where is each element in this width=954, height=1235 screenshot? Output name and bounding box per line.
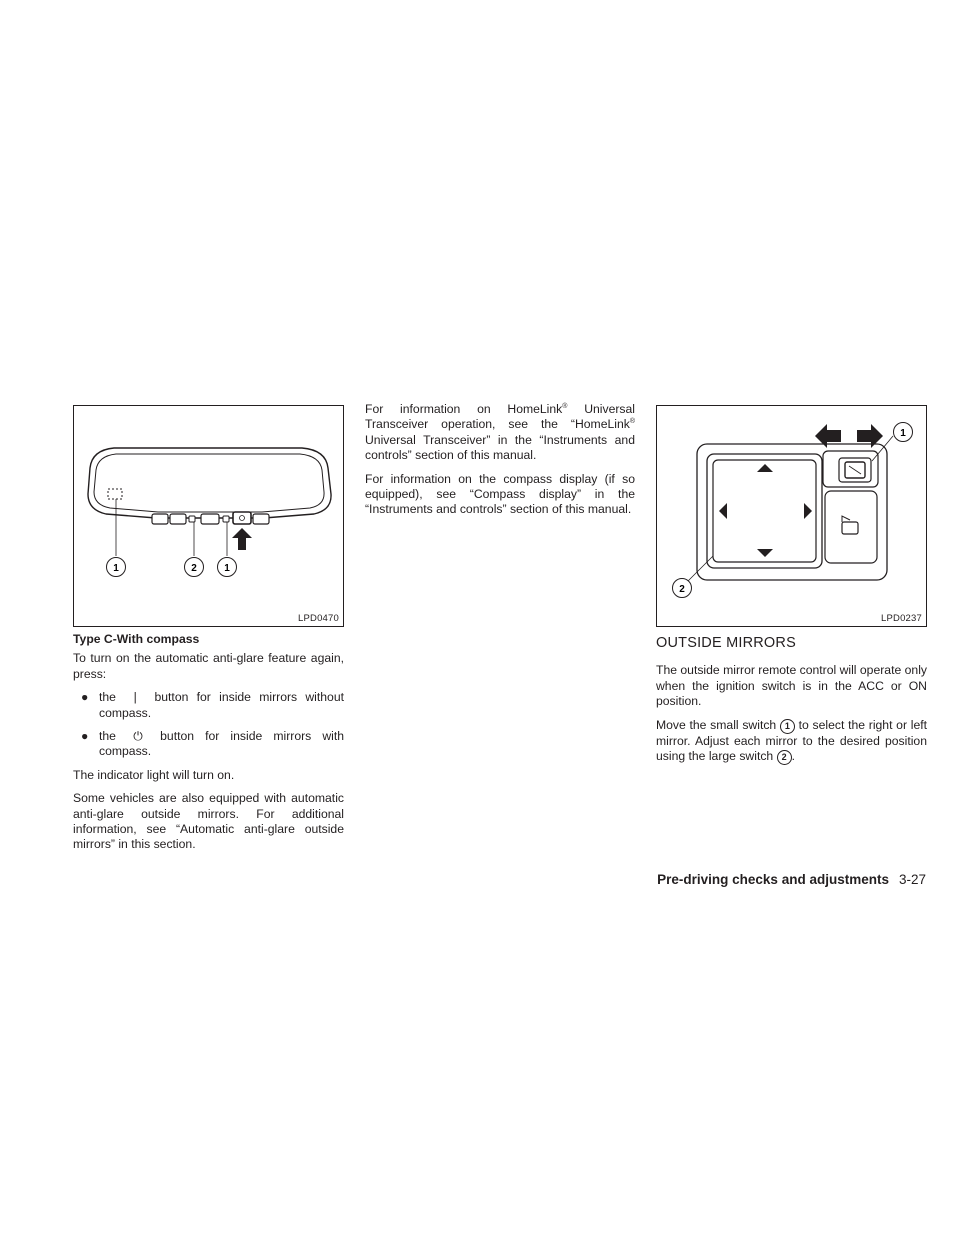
homelink-paragraph: For information on HomeLink® Universal Transceiver operation, see the “HomeLink® Universal Transceiver” in the “Instruments and controls” section of this manual. [365, 402, 635, 463]
left-column [73, 628, 344, 861]
right-column [656, 630, 927, 773]
bullet-dot: ● [81, 729, 89, 744]
callout-1a [107, 558, 126, 577]
registered-mark: ® [562, 402, 568, 410]
inside-mirror-illustration [74, 406, 345, 628]
svg-text:2: 2 [191, 563, 197, 574]
page-footer [657, 872, 926, 887]
figure-code: LPD0237 [880, 613, 922, 624]
middle-column [365, 402, 635, 526]
callout-ref-1: 1 [780, 719, 795, 734]
page-number: 3-27 [898, 872, 926, 887]
section-title: OUTSIDE MIRRORS [656, 635, 796, 651]
inside-mirror-figure [73, 405, 344, 627]
remote-control-paragraph: The outside mirror remote control will operate only when the ignition switch is in the ACC or ON position. [656, 663, 927, 709]
figure-code: LPD0470 [297, 613, 339, 624]
indicator-paragraph: The indicator light will turn on. [73, 767, 235, 782]
footer-section-title: Pre-driving checks and adjustments [657, 872, 889, 887]
bullet-item: ● the | button for inside mirrors without compass. [81, 690, 344, 720]
svg-text:1: 1 [224, 563, 230, 574]
mirror-switch-figure [656, 405, 927, 627]
svg-text:2: 2 [679, 584, 685, 595]
figure-caption: Type C-With compass [73, 632, 200, 646]
mirror-switch-illustration [657, 406, 928, 628]
callout-1 [894, 423, 913, 442]
adjust-paragraph: Move the small switch 1 to select the right or left mirror. Adjust each mirror to the desired position using the large switch 2 . [656, 717, 927, 764]
svg-text:1: 1 [900, 428, 906, 439]
callout-1b [218, 558, 237, 577]
registered-mark: ® [629, 418, 635, 426]
callout-2 [673, 579, 692, 598]
bullet-dot: ● [81, 690, 89, 705]
callout-2 [185, 558, 204, 577]
power-icon: ⏻ [133, 729, 143, 744]
intro-paragraph: To turn on the automatic anti-glare feature again, press: [73, 651, 344, 681]
svg-text:1: 1 [113, 563, 119, 574]
bullet-item: ● the ⏻ button for inside mirrors with compass. [81, 729, 345, 759]
callout-ref-2: 2 [777, 750, 792, 765]
outside-mirrors-paragraph: Some vehicles are also equipped with automatic anti-glare outside mirrors. For additional information, see “Automatic anti-glare outside mirrors” in this section. [73, 791, 344, 852]
compass-paragraph: For information on the compass display (if so equipped), see “Compass display” in the “Instruments and controls” section of this manual. [365, 471, 635, 517]
button-symbol: | [133, 690, 137, 705]
